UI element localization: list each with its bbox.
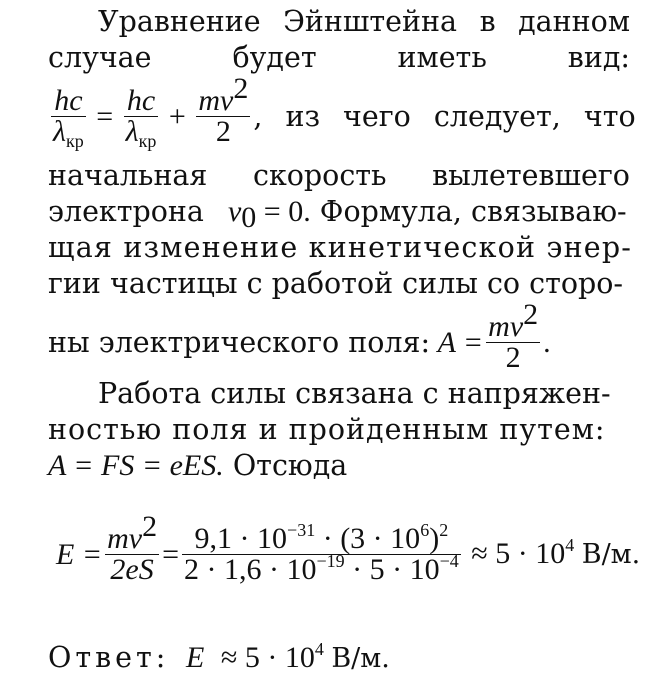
paragraph-line bbox=[48, 158, 630, 194]
word: будет bbox=[232, 41, 317, 74]
result-value: ≈ 5 · 10 bbox=[471, 537, 566, 570]
lambda-symbol: λ bbox=[53, 115, 66, 148]
text-run: , из чего следует, что bbox=[253, 99, 636, 133]
word: в bbox=[479, 5, 496, 38]
answer-symbol: E bbox=[185, 641, 205, 674]
formula-lhs: E = bbox=[56, 537, 103, 571]
word: вид: bbox=[567, 41, 630, 74]
numerator: hc bbox=[54, 84, 83, 117]
formula-lhs: A = bbox=[437, 325, 484, 359]
denominator: 2eS bbox=[110, 553, 154, 586]
unit: В/м. bbox=[331, 643, 390, 674]
formula-A-FS: A = FS = eES. bbox=[48, 449, 224, 482]
answer-line bbox=[48, 640, 630, 677]
text-run: Работа силы связана с напряжен- bbox=[98, 377, 611, 410]
numerator-part: · (3 · 10 bbox=[315, 522, 421, 555]
denominator-part: 2 · 1,6 · 10 bbox=[183, 553, 317, 586]
word: вылетевшего bbox=[432, 159, 630, 192]
paragraph-line bbox=[48, 376, 630, 412]
einstein-equation-line: $\frac{hc}{\lambda_{кр}}$ = $\frac{hc}{\lambda_{кр}}$ + $\frac{mv^2}{2}$ , из чего следует, что bbox=[53, 72, 636, 151]
fraction-mv2-over-2 bbox=[486, 298, 540, 374]
denominator-part: · 5 · 10 bbox=[344, 553, 440, 586]
word: Уравнение bbox=[98, 5, 261, 38]
subscript: кр bbox=[138, 131, 157, 151]
paragraph-line: щая изменение кинетической энер- bbox=[48, 231, 633, 264]
work-formula-line: ны электрического поля: A = $\frac{mv^2}{2}$ . bbox=[48, 298, 551, 374]
fraction-hc-over-lambda bbox=[51, 84, 86, 151]
numerator: mv bbox=[488, 310, 524, 343]
denominator: 2 bbox=[505, 341, 521, 374]
word: данном bbox=[518, 5, 630, 38]
fraction-numeric bbox=[182, 520, 461, 586]
word: случае bbox=[48, 41, 152, 74]
paragraph-line bbox=[48, 40, 630, 76]
numerator-part: 9,1 · 10 bbox=[194, 522, 288, 555]
subscript: кр bbox=[66, 131, 84, 151]
exponent: 2 bbox=[142, 510, 158, 543]
lambda-symbol: λ bbox=[125, 115, 139, 148]
answer-label: Ответ: bbox=[48, 641, 170, 674]
paragraph-line: электрона $v_0 = 0$. Формула, связываю- bbox=[48, 195, 627, 234]
final-calculation-line: E = $\frac{mv^2}{2eS}$ = $\frac{9,1 \cdot 10^{-31} \cdot (3 \cdot 10^6)^2}{2 \cdot 1,6 \cdot 10^{-19} \cdot 5 \cdot 10^{-4}}$ ≈ $5 \cdot 10^4$ В/м. bbox=[56, 510, 641, 586]
paragraph-line: гии частицы с работой силы со сторо- bbox=[48, 267, 624, 300]
numerator: mv bbox=[198, 84, 234, 117]
fraction-hc-over-lambda bbox=[124, 84, 159, 151]
exponent: 6 bbox=[420, 520, 430, 540]
text-run: ны электрического поля: bbox=[48, 325, 431, 359]
word: начальная bbox=[48, 159, 208, 192]
word: электрона bbox=[48, 195, 204, 228]
numerator-part: ) bbox=[429, 522, 440, 555]
exponent: −4 bbox=[439, 551, 459, 571]
unit: В/м. bbox=[581, 539, 641, 570]
text-run: Отсюда bbox=[232, 449, 348, 482]
numerator: mv bbox=[107, 522, 143, 555]
exponent: 2 bbox=[233, 72, 249, 105]
paragraph-line bbox=[48, 4, 630, 40]
exponent: 4 bbox=[314, 639, 324, 659]
v0-symbol: v bbox=[227, 195, 242, 228]
exponent: −31 bbox=[287, 520, 316, 540]
numerator: hc bbox=[126, 84, 156, 117]
fraction-mv2-over-2 bbox=[196, 72, 250, 148]
exponent: 4 bbox=[565, 535, 575, 555]
paragraph-line: ностью поля и пройденным путем: bbox=[48, 413, 606, 446]
exponent: 2 bbox=[523, 298, 539, 331]
v0-value: = 0. bbox=[256, 195, 311, 228]
word: скорость bbox=[252, 159, 387, 192]
exponent: −19 bbox=[316, 551, 345, 571]
fraction-mv2-over-2eS bbox=[105, 510, 159, 586]
word: иметь bbox=[397, 41, 487, 74]
exponent: 2 bbox=[439, 520, 449, 540]
text-run: Формула, связываю- bbox=[319, 195, 627, 228]
paragraph-line bbox=[48, 448, 630, 484]
answer-value: ≈ 5 · 10 bbox=[220, 641, 315, 674]
denominator: 2 bbox=[215, 115, 231, 148]
word: Эйнштейна bbox=[283, 5, 458, 38]
